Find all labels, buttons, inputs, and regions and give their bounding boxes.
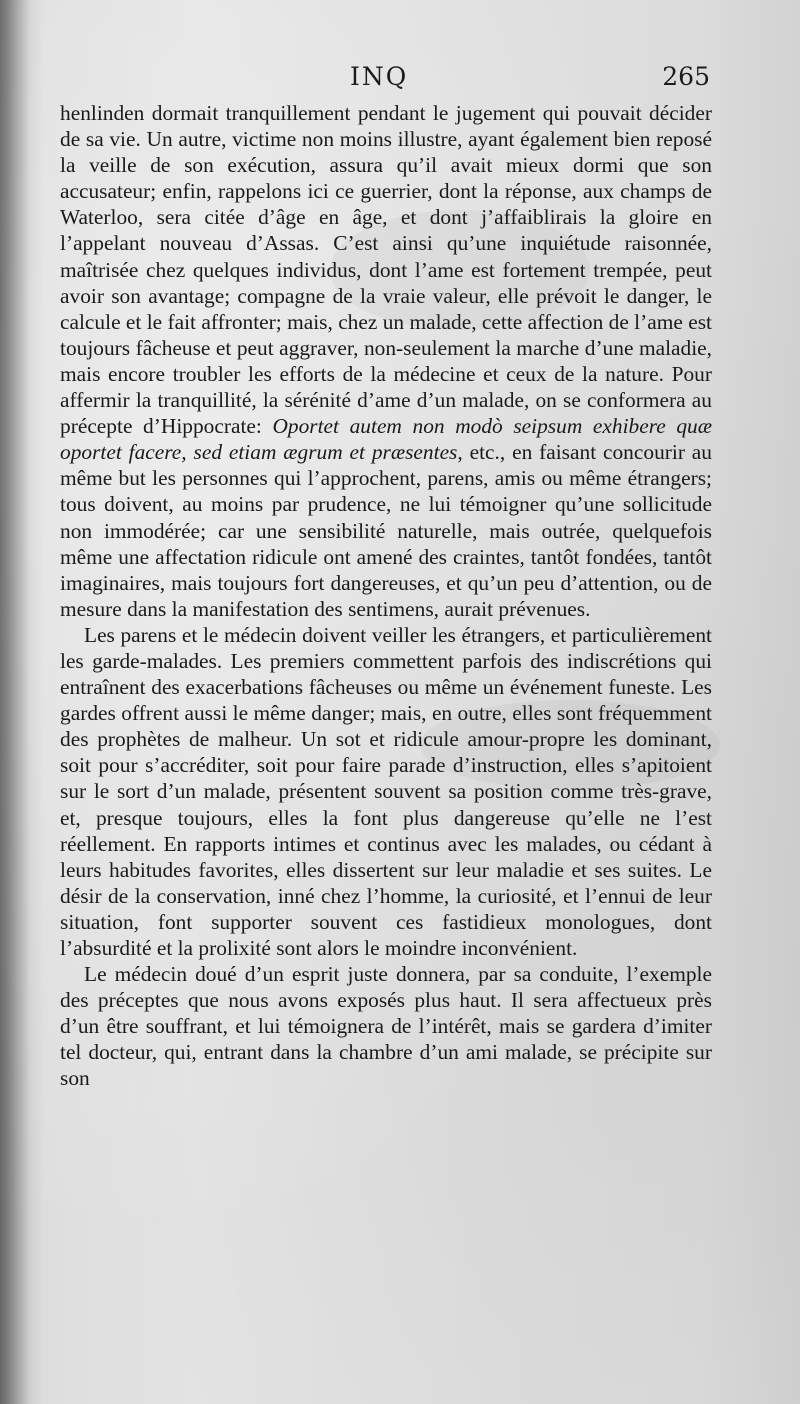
paragraph-3: Le médecin doué d’un esprit juste donnera, par sa conduite, l’exemple des préceptes que nous avons exposés plus haut. Il sera affectueux près d’un être souffrant, et lui témoignera de l’intérêt, mais se gardera d’imiter tel docteur, qui, entrant dans la chambre d’un ami malade, se précipite sur son [60, 962, 712, 1091]
body-text [60, 100, 712, 1092]
paragraph-1-text-cont: , etc., en faisant concourir au même but les personnes qui l’approchent, parens, amis ou même étrangers; tous doivent, au moins par prudence, ne lui témoigner qu’une sollicitude non immodérée; car une sensibilité naturelle, mais outrée, quelquefois même une affectation ridicule ont amené des craintes, tantôt fondées, tantôt imaginaires, mais toujours fort dangereuses, et qu’un peu d’attention, ou de mesure dans la manifestation des sentimens, aurait prévenues. [60, 440, 712, 621]
paragraph-1 [60, 100, 712, 622]
page-header [60, 62, 710, 96]
paragraph-2: Les parens et le médecin doivent veiller les étrangers, et particulièrement les garde-malades. Les premiers commettent parfois des indiscrétions qui entraînent des exacerbations fâcheuses ou même un événement funeste. Les gardes offrent aussi le même danger; mais, en outre, elles sont fréquemment des prophètes de malheur. Un sot et ridicule amour-propre les dominant, soit pour s’accréditer, soit pour faire parade d’instruction, elles s’apitoient sur le sort d’un malade, présentent souvent sa position comme très-grave, et, presque toujours, elles la font plus dangereuse qu’elle ne l’est réellement. En rapports intimes et continus avec les malades, ou cédant à leurs habitudes favorites, elles dissertent sur leur maladie et ses suites. Le désir de la conservation, inné chez l’homme, la curiosité, et l’ennui de leur situation, font supporter souvent ces fastidieux monologues, dont l’absurdité et la prolixité sont alors le moindre inconvénient. [60, 622, 712, 960]
binding-shadow [0, 0, 30, 1404]
running-head: INQ [350, 62, 409, 91]
page-number: 265 [662, 62, 710, 91]
paragraph-1-text: henlinden dormait tranquillement pendant le jugement qui pouvait décider de sa vie. Un autre, victime non moins illustre, ayant également bien reposé la veille de son exécution, assura qu’il avait mieux dormi que son accusateur; enfin, rappelons ici ce guerrier, dont la réponse, aux champs de Waterloo, sera citée d’âge en âge, et dont j’affaiblirais la gloire en l’appelant nouveau d’Assas. C’est ainsi qu’une inquiétude raisonnée, maîtrisée chez quelques individus, dont l’ame est fortement trempée, peut avoir son avantage; compagne de la vraie valeur, elle prévoit le danger, le calcule et le fait affronter; mais, chez un malade, cette affection de l’ame est toujours fâcheuse et peut aggraver, non-seulement la marche d’une maladie, mais encore troubler les efforts de la médecine et ceux de la nature. Pour affermir la tranquillité, la sérénité d’ame d’un malade, on se conformera au précepte d’Hippocrate: [60, 101, 712, 439]
latin-quotation: Oportet autem non modò seipsum exhibere quæ oportet facere, sed etiam ægrum et præsentes [60, 414, 712, 465]
